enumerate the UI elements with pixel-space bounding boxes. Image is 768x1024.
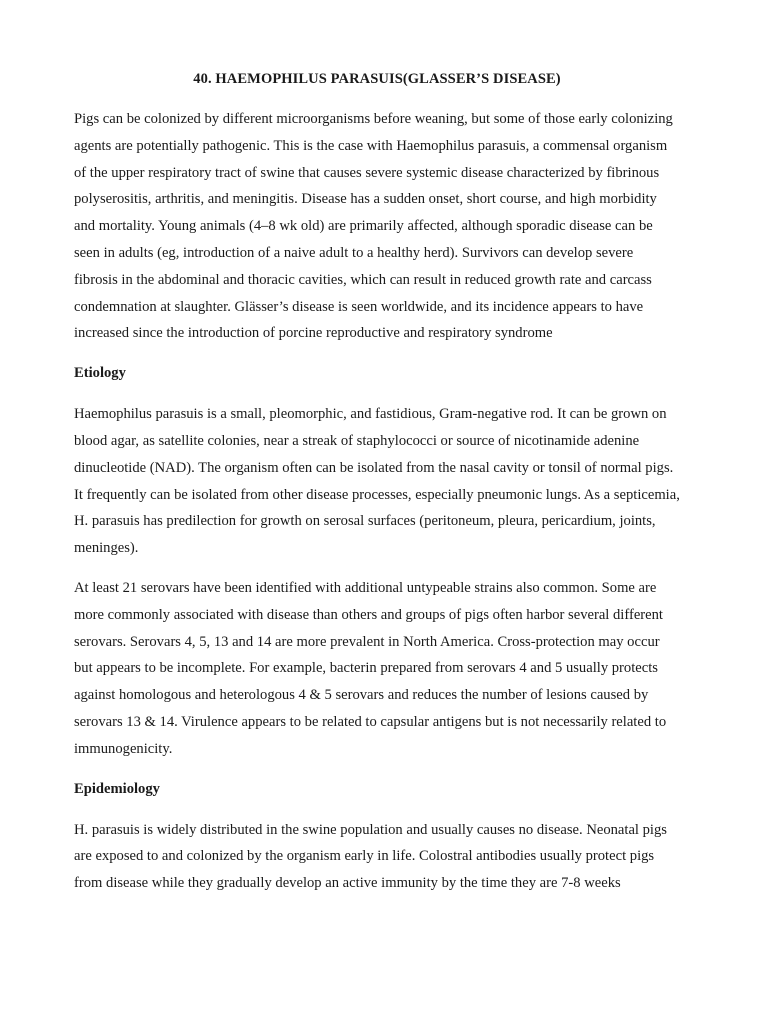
spacer [74,799,680,817]
etiology-paragraph-1: Haemophilus parasuis is a small, pleomorphic, and fastidious, Gram-negative rod. It can be grown on blood agar, as satellite colonies, near a streak of staphylococci or source of nicotinamide adenine dinucleotide (NAD). The organism often can be isolated from the nasal cavity or tonsil of normal pigs. It frequently can be isolated from other disease processes, especially pneumonic lungs. As a septicemia, H. parasuis has predilection for growth on serosal surfaces (peritoneum, pleura, pericardium, joints, meninges). [74,406,680,557]
document-title: 40. HAEMOPHILUS PARASUIS(GLASSER’S DISEASE) [193,71,561,87]
epidemiology-paragraph-1: H. parasuis is widely distributed in the swine population and usually causes no disease. Neonatal pigs are exposed to and colonized by the organism early in life. Colostral antibodies usually protect pigs from disease while they gradually develop an active immunity by the time they are 7-8 weeks [74,821,667,892]
etiology-paragraph-2: At least 21 serovars have been identified with additional untypeable strains also common. Some are more commonly associated with disease than others and groups of pigs often harbor several different serovars. Serovars 4, 5, 13 and 14 are more prevalent in North America. Cross-protection may occur but appears to be incomplete. For example, bacterin prepared from serovars 4 and 5 usually protects against homologous and heterologous 4 & 5 serovars and reduces the number of lesions caused by serovars 13 & 14. Virulence appears to be related to capsular antigens but is not necessarily related to immunogenicity. [74,579,667,757]
spacer [74,89,680,106]
spacer [74,347,680,363]
document-page [74,58,680,897]
etiology-heading: Etiology [74,365,126,382]
intro-paragraph: Pigs can be colonized by different microorganisms before weaning, but some of those early colonizing agents are potentially pathogenic. This is the case with Haemophilus parasuis, a commensal organism of the upper respiratory tract of swine that causes severe systemic disease characterized by fibrinous polyserositis, arthritis, and meningitis. Disease has a sudden onset, short course, and high morbidity and mortality. Young animals (4–8 wk old) are primarily affected, although sporadic disease can be seen in adults (eg, introduction of a naive adult to a healthy herd). Survivors can develop severe fibrosis in the abdominal and thoracic cavities, which can result in reduced growth rate and carcass condemnation at slaughter. Glässer’s disease is seen worldwide, and its incidence appears to have increased since the introduction of porcine reproductive and respiratory syndrome [74,111,673,342]
spacer [74,383,680,401]
spacer [74,562,680,575]
spacer [74,763,680,779]
epidemiology-heading: Epidemiology [74,780,160,797]
